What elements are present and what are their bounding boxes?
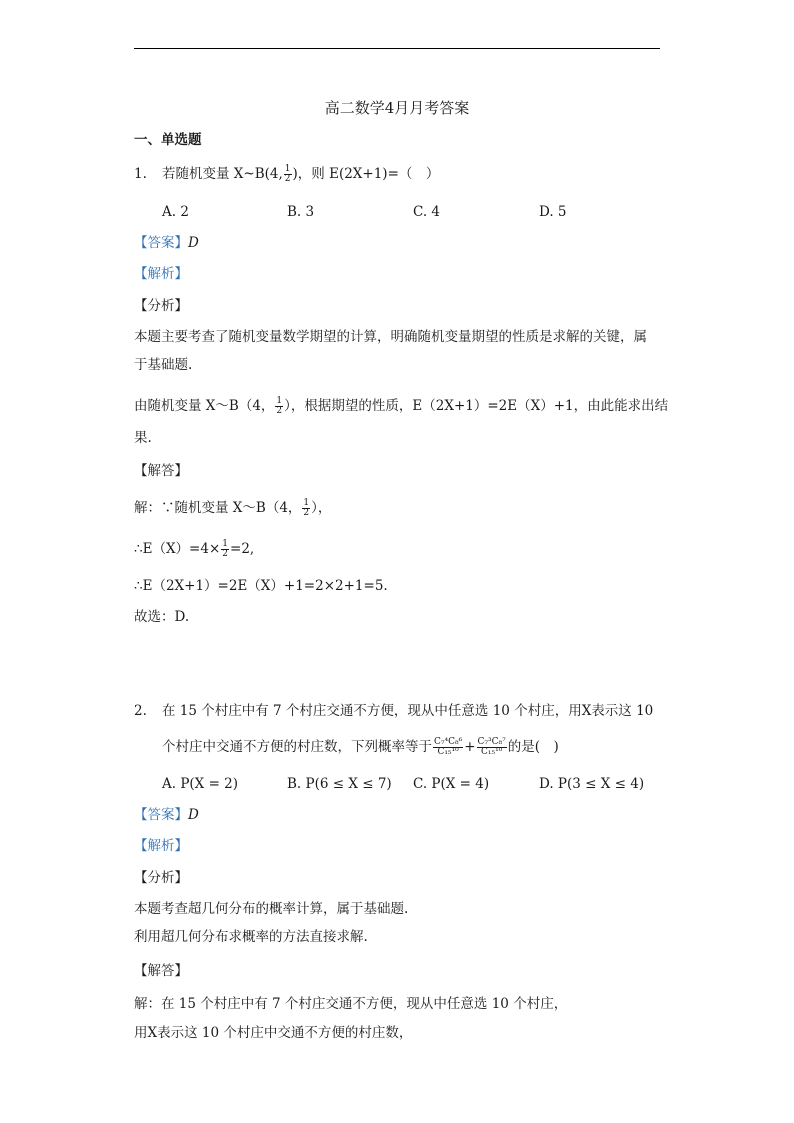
section-heading: 一、单选题 [134, 132, 202, 148]
q1-analysis-label: 【解析】 [134, 266, 188, 282]
q2-jieda-label: 【解答】 [134, 963, 188, 979]
q1-solution-fraction [302, 499, 310, 518]
q2-stem-1 [134, 701, 653, 721]
q2-option-b: B. P(6 ≤ X ≤ 7) [287, 776, 392, 792]
q2-fenxi-label: 【分析】 [134, 870, 188, 886]
q1-fenxi-label: 【分析】 [134, 298, 188, 314]
page-title: 高二数学4月月考答案 [324, 99, 470, 117]
q2-fenxi-text-1: 本题考查超几何分布的概率计算，属于基础题. [134, 901, 409, 917]
q2-number: 2. [134, 703, 147, 719]
q1-derive-1 [134, 396, 668, 416]
q1-solution-1-suffix: ）， [311, 500, 332, 516]
q2-stem-2 [162, 737, 559, 757]
q2-answer-label: 【答案】 [134, 807, 188, 823]
q1-solution-3: ∴E（2X+1）=2E（X）+1=2×2+1=5. [134, 578, 388, 594]
q1-fenxi-text-1: 本题主要考查了随机变量数学期望的计算，明确随机变量期望的性质是求解的关键，属 [134, 329, 647, 345]
q1-fenxi-text-2: 于基础题. [134, 357, 193, 373]
fraction-numerator: C₇⁴C₈⁶ [434, 737, 463, 747]
q1-derive-2: 果. [134, 430, 152, 446]
q2-option-c: C. P(X = 4) [413, 776, 490, 792]
q1-derive-fraction [275, 397, 283, 416]
fraction-numerator: 1 [284, 164, 291, 174]
fraction-numerator: C₇³C₈⁷ [477, 737, 506, 747]
q2-analysis-label: 【解析】 [134, 838, 188, 854]
q1-jieda-label: 【解答】 [134, 463, 188, 479]
fraction-numerator: 1 [222, 539, 229, 549]
q1-option-c: C. 4 [413, 204, 441, 220]
fraction-denominator: 2 [284, 174, 291, 184]
q1-option-d: D. 5 [539, 204, 567, 220]
fraction-denominator: 2 [276, 406, 283, 416]
fraction-denominator: 2 [222, 549, 229, 559]
q2-answer [134, 805, 199, 825]
fraction-denominator: C₁₅¹⁰ [480, 747, 503, 757]
q2-solution-1: 解：在 15 个村庄中有 7 个村庄交通不方便，现从中任意选 10 个村庄， [134, 996, 568, 1012]
q1-option-b: B. 3 [287, 204, 315, 220]
fraction-denominator: C₁₅¹⁰ [437, 747, 459, 757]
q1-solution-1 [134, 498, 331, 518]
q1-answer-value: D [188, 235, 199, 251]
fraction-denominator: 2 [303, 508, 310, 518]
q2-option-a: A. P(X = 2) [162, 776, 239, 792]
q1-solution-4: 故选：D. [134, 609, 190, 625]
q1-stem [134, 164, 439, 184]
q1-stem-fraction [284, 165, 292, 184]
q2-fenxi-text-2: 利用超几何分布求概率的方法直接求解. [134, 929, 368, 945]
q1-stem-suffix: )，则 E(2X+1)=（ ） [292, 166, 440, 182]
q2-combination-b [477, 738, 507, 757]
q2-option-d: D. P(3 ≤ X ≤ 4) [539, 776, 645, 792]
fraction-numerator: 1 [303, 498, 310, 508]
q2-answer-value: D [188, 807, 199, 823]
q2-stem-2-prefix: 个村庄中交通不方便的村庄数，下列概率等于 [162, 739, 432, 755]
q1-solution-2-prefix: ∴E（X）=4× [134, 541, 221, 557]
q1-solution-2-fraction [221, 540, 229, 559]
q2-stem-2-suffix: 的是( ) [507, 739, 559, 755]
q1-answer-label: 【答案】 [134, 235, 188, 251]
q1-stem-prefix: 若随机变量 X~B(4, [162, 166, 283, 182]
fraction-numerator: 1 [276, 396, 283, 406]
q1-option-a: A. 2 [162, 204, 189, 220]
q1-derive-prefix: 由随机变量 X～B（4， [134, 398, 275, 414]
q1-solution-1-prefix: 解：∵随机变量 X～B（4， [134, 500, 302, 516]
q2-stem-1-text: 在 15 个村庄中有 7 个村庄交通不方便，现从中任意选 10 个村庄，用X表示这 10 [162, 703, 654, 719]
q1-derive-suffix: ），根据期望的性质，E（2X+1）=2E（X）+1，由此能求出结 [284, 398, 669, 414]
header-rule [134, 48, 660, 49]
q1-solution-2 [134, 539, 254, 559]
q2-solution-2: 用X表示这 10 个村庄中交通不方便的村庄数， [134, 1025, 413, 1041]
q1-solution-2-suffix: =2, [230, 541, 255, 557]
q2-combination-a [433, 738, 463, 757]
plus-sign: + [464, 739, 476, 755]
q1-answer [134, 233, 199, 253]
q1-number: 1. [134, 166, 147, 182]
